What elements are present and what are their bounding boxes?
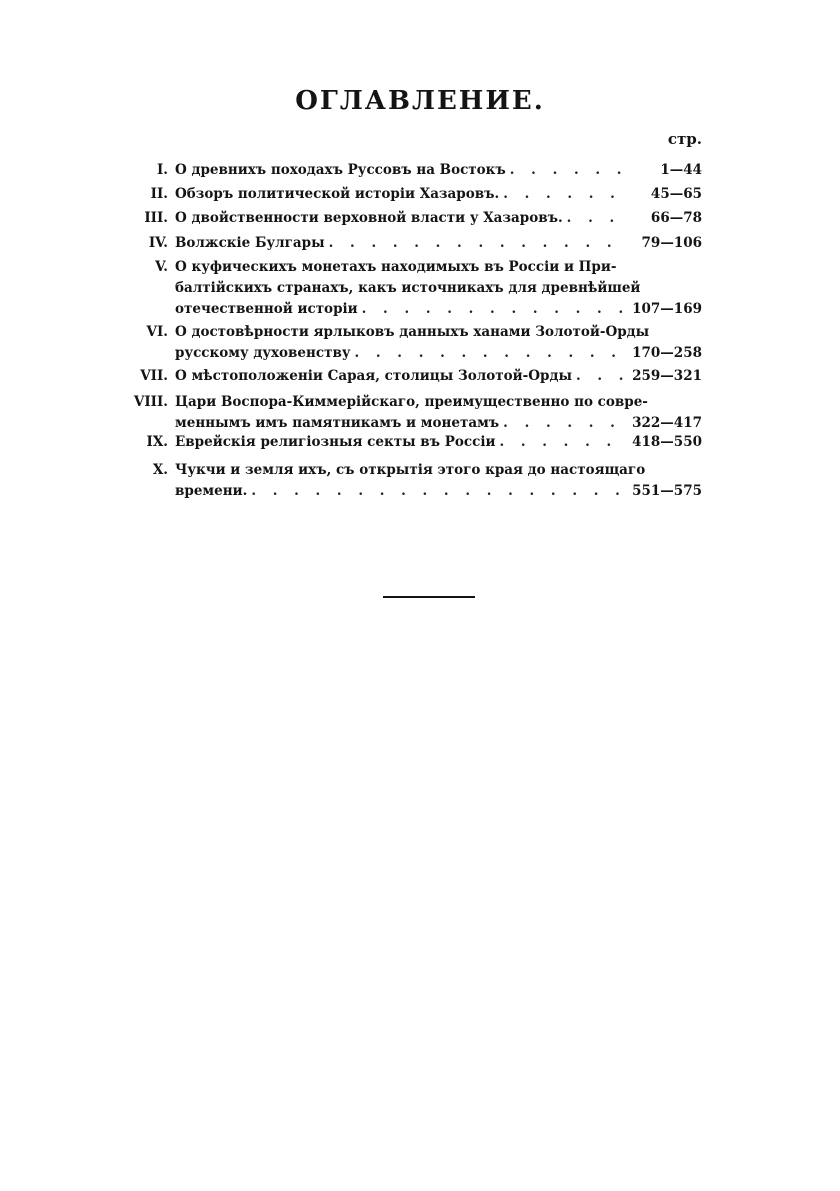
dot-leader (329, 233, 626, 254)
page-title: ОГЛАВЛЕНИЕ. (295, 86, 545, 116)
toc-entry-numeral: VIII. (133, 394, 168, 410)
dot-leader (499, 432, 626, 453)
toc-entry-pages: 170—258 (632, 345, 702, 361)
toc-entry-pages: 551—575 (632, 483, 702, 499)
toc-entry-pages: 1—44 (660, 162, 702, 178)
toc-entry-pages: 79—106 (641, 235, 702, 251)
toc-entry-pages: 259—321 (632, 368, 702, 384)
toc-entry-pages: 45—65 (650, 186, 702, 202)
toc-entry-title-line: О куфическихъ монетахъ находимыхъ въ Россіи и При- (175, 259, 617, 275)
toc-entry-numeral: I. (156, 162, 168, 178)
toc-entry-numeral: VII. (140, 368, 168, 384)
dot-leader (567, 208, 626, 229)
toc-entry-title-line: Волжскіе Булгары (175, 235, 325, 251)
toc-entry-pages: 322—417 (632, 415, 702, 431)
toc-entry-numeral: III. (144, 210, 168, 226)
toc-entry-pages: 418—550 (632, 434, 702, 450)
toc-entry-title-line: О древнихъ походахъ Руссовъ на Востокъ (175, 162, 506, 178)
toc-entry-title-line: меннымъ имъ памятникамъ и монетамъ (175, 415, 500, 431)
toc-entry-title-line: Чукчи и земля ихъ, съ открытія этого края до настоящаго (175, 462, 646, 478)
dot-leader (362, 299, 626, 320)
toc-entry-numeral: IV. (148, 235, 168, 251)
toc-entry-numeral: II. (150, 186, 168, 202)
dot-leader (503, 413, 626, 434)
toc-entry-numeral: IX. (146, 434, 168, 450)
toc-entry-title-line: Обзоръ политической исторіи Хазаровъ. (175, 186, 500, 202)
toc-entry-title-line: отечественной исторіи (175, 301, 358, 317)
dot-leader (503, 184, 626, 205)
toc-entry-title-line: времени. (175, 483, 248, 499)
dot-leader (251, 481, 626, 502)
toc-entry-pages: 66—78 (650, 210, 702, 226)
dot-leader (576, 366, 626, 387)
toc-entry-title-line: балтійскихъ странахъ, какъ источникахъ для древнѣйшей (175, 280, 641, 296)
toc-entry-title-line: О достовѣрности ярлыковъ данныхъ ханами Золотой-Орды (175, 324, 650, 340)
toc-entry-title-line: О мѣстоположеніи Сарая, столицы Золотой-Орды (175, 368, 572, 384)
toc-entry-pages: 107—169 (632, 301, 702, 317)
toc-entry-numeral: V. (155, 259, 168, 275)
divider-rule (383, 596, 475, 598)
toc-entry-title-line: О двойственности верховной власти у Хазаровъ. (175, 210, 563, 226)
dot-leader (510, 160, 626, 181)
dot-leader (355, 343, 627, 364)
toc-entry-numeral: VI. (146, 324, 168, 340)
toc-entry-numeral: X. (152, 462, 168, 478)
toc-entry-title-line: русскому духовенству (175, 345, 351, 361)
page-column-header: стр. (667, 130, 702, 148)
toc-entry-title-line: Цари Воспора-Киммерійскаго, преимущественно по совре- (175, 394, 648, 410)
toc-entry-title-line: Еврейскія религіозныя секты въ Россіи (175, 434, 496, 450)
